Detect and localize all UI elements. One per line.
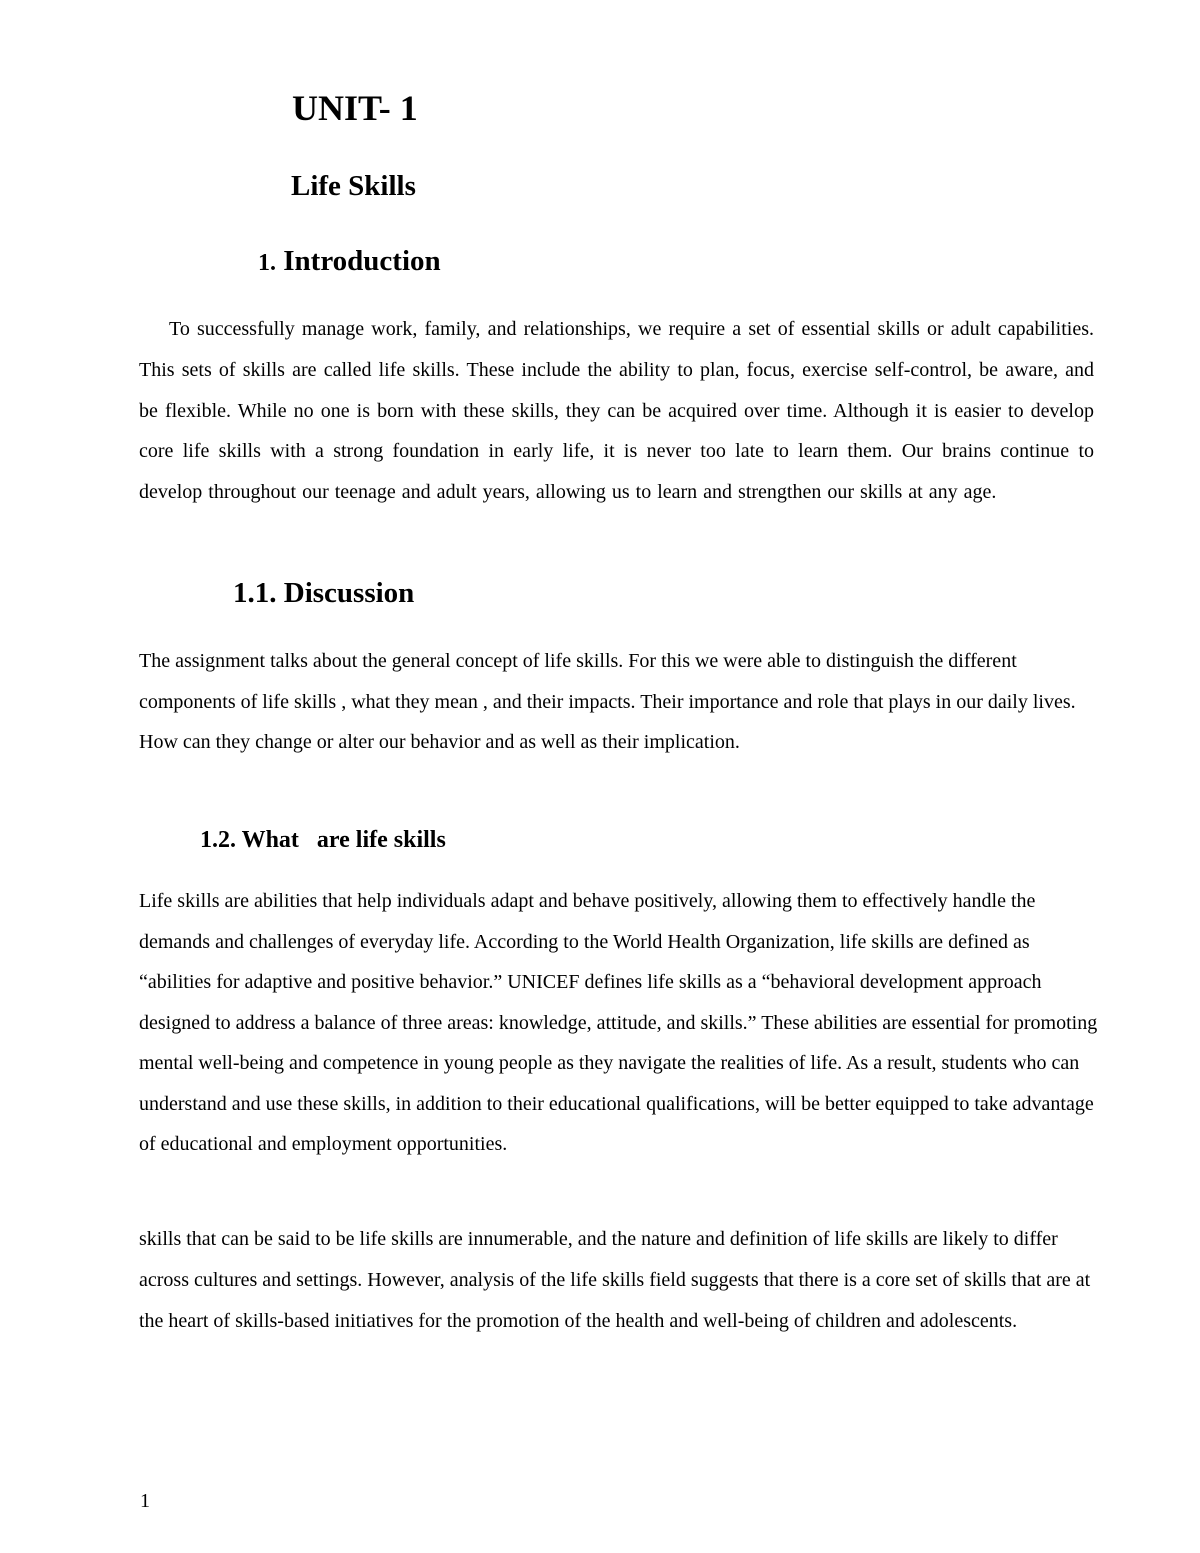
core-skills-paragraph: skills that can be said to be life skills are innumerable, and the nature and definition of life skills are likely to differ across cultures and settings. However, analysis of the life skills field suggests that there is a core set of skills that are at the heart of skills-based initiatives for the promotion of the health and well-being of children and adolescents.	[139, 1228, 1091, 1332]
page-number: 1	[140, 1490, 150, 1512]
life-skills-definition-paragraph: Life skills are abilities that help individuals adapt and behave positively, allowing them to effectively handle the demands and challenges of everyday life. According to the World Health Organization, life skills are defined as “abilities for adaptive and positive behavior.” UNICEF defines life skills as a “behavioral development approach designed to address a balance of three areas: knowledge, attitude, and skills.” These abilities are essential for promoting mental well-being and competence in young people as they navigate the realities of life. As a result, students who can understand and use these skills, in addition to their educational qualifications, will be better equipped to take advantage of educational and employment opportunities.	[139, 890, 1098, 1155]
introduction-heading	[258, 241, 441, 283]
discussion-paragraph: The assignment talks about the general concept of life skills. For this we were able to distinguish the different components of life skills , what they mean , and their impacts. Their importance and role that plays in our daily lives. How can they change or alter our behavior and as well as their implication.	[139, 650, 1076, 753]
introduction-heading-text: Introduction	[283, 245, 441, 277]
introduction-number: 1.	[258, 250, 276, 276]
unit-heading: UNIT- 1	[292, 88, 418, 128]
what-are-life-skills-heading: 1.2. What are life skills	[200, 827, 446, 853]
discussion-heading: 1.1. Discussion	[233, 577, 415, 609]
page-title: Life Skills	[291, 170, 416, 202]
introduction-paragraph: To successfully manage work, family, and relationships, we require a set of essential skills or adult capabilities. This sets of skills are called life skills. These include the ability to plan, focus, exercise self-control, be aware, and be flexible. While no one is born with these skills, they can be acquired over time. Although it is easier to develop core life skills with a strong foundation in early life, it is never too late to learn them. Our brains continue to develop throughout our teenage and adult years, allowing us to learn and strengthen our skills at any age.	[139, 318, 1094, 504]
